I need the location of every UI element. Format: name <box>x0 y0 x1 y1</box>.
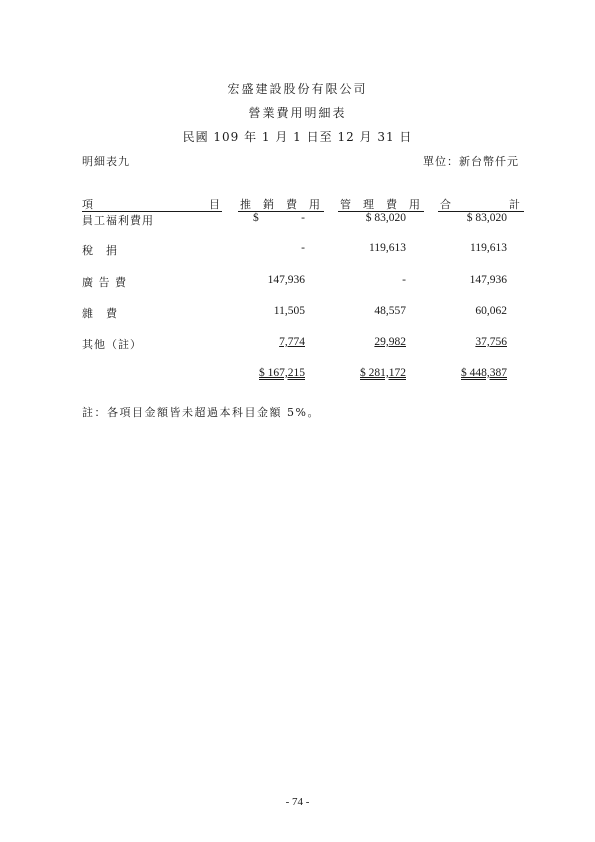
cell-admin-other: 29,982 <box>374 336 406 348</box>
cell-value: - <box>301 212 305 224</box>
cell-total-other: 37,756 <box>475 336 507 348</box>
cell-selling-employee-benefits <box>253 212 305 224</box>
col-header-char: 費 <box>286 198 297 211</box>
row-label-miscellaneous: 雜 費 <box>82 307 118 320</box>
company-name: 宏盛建設股份有限公司 <box>227 82 368 96</box>
col-header-admin <box>340 196 420 212</box>
col-header-char: 用 <box>409 198 420 211</box>
report-title: 營業費用明細表 <box>248 106 347 120</box>
col-header-char: 合 <box>440 198 451 211</box>
col-header-char: 銷 <box>263 198 274 211</box>
col-header-char: 費 <box>386 198 397 211</box>
col-header-char: 管 <box>340 198 351 211</box>
footnote: 註：各項目金額皆未超過本科目金額 5%。 <box>82 406 320 419</box>
cell-selling-taxes: - <box>301 242 305 254</box>
cell-admin-advertising: - <box>402 274 406 286</box>
col-header-char: 計 <box>509 198 520 211</box>
col-header-char: 理 <box>363 198 374 211</box>
total-admin: $ 281,172 <box>360 367 406 379</box>
total-selling: $ 167,215 <box>259 367 305 379</box>
cell-admin-miscellaneous: 48,557 <box>374 305 406 317</box>
col-header-total <box>440 196 520 212</box>
col-header-selling <box>240 196 320 212</box>
cell-selling-advertising: 147,936 <box>267 274 305 286</box>
cell-selling-miscellaneous: 11,505 <box>273 305 305 317</box>
row-label-employee-benefits: 員工福利費用 <box>82 214 154 227</box>
cell-total-taxes: 119,613 <box>470 242 507 254</box>
currency-sign: $ <box>253 212 259 224</box>
col-header-char: 推 <box>240 198 251 211</box>
page-number: - 74 - <box>285 796 310 808</box>
cell-admin-employee-benefits: $ 83,020 <box>365 212 406 224</box>
total-grand: $ 448,387 <box>461 367 507 379</box>
row-label-taxes: 稅 捐 <box>82 244 118 257</box>
cell-total-employee-benefits: $ 83,020 <box>466 212 507 224</box>
cell-selling-other: 7,774 <box>279 336 305 348</box>
col-header-char: 用 <box>309 198 320 211</box>
report-period: 民國 109 年 1 月 1 日至 12 月 31 日 <box>182 130 413 144</box>
row-label-advertising: 廣 告 費 <box>82 276 127 289</box>
row-label-other: 其他（註） <box>82 338 142 351</box>
cell-total-advertising: 147,936 <box>469 274 507 286</box>
unit-label: 單位：新台幣仟元 <box>423 155 519 168</box>
col-header-item-b: 目 <box>209 198 220 211</box>
col-header-item-a: 項 <box>82 198 93 211</box>
schedule-label: 明細表九 <box>82 155 130 168</box>
col-header-item <box>82 196 220 212</box>
cell-admin-taxes: 119,613 <box>369 242 406 254</box>
cell-total-miscellaneous: 60,062 <box>475 305 507 317</box>
